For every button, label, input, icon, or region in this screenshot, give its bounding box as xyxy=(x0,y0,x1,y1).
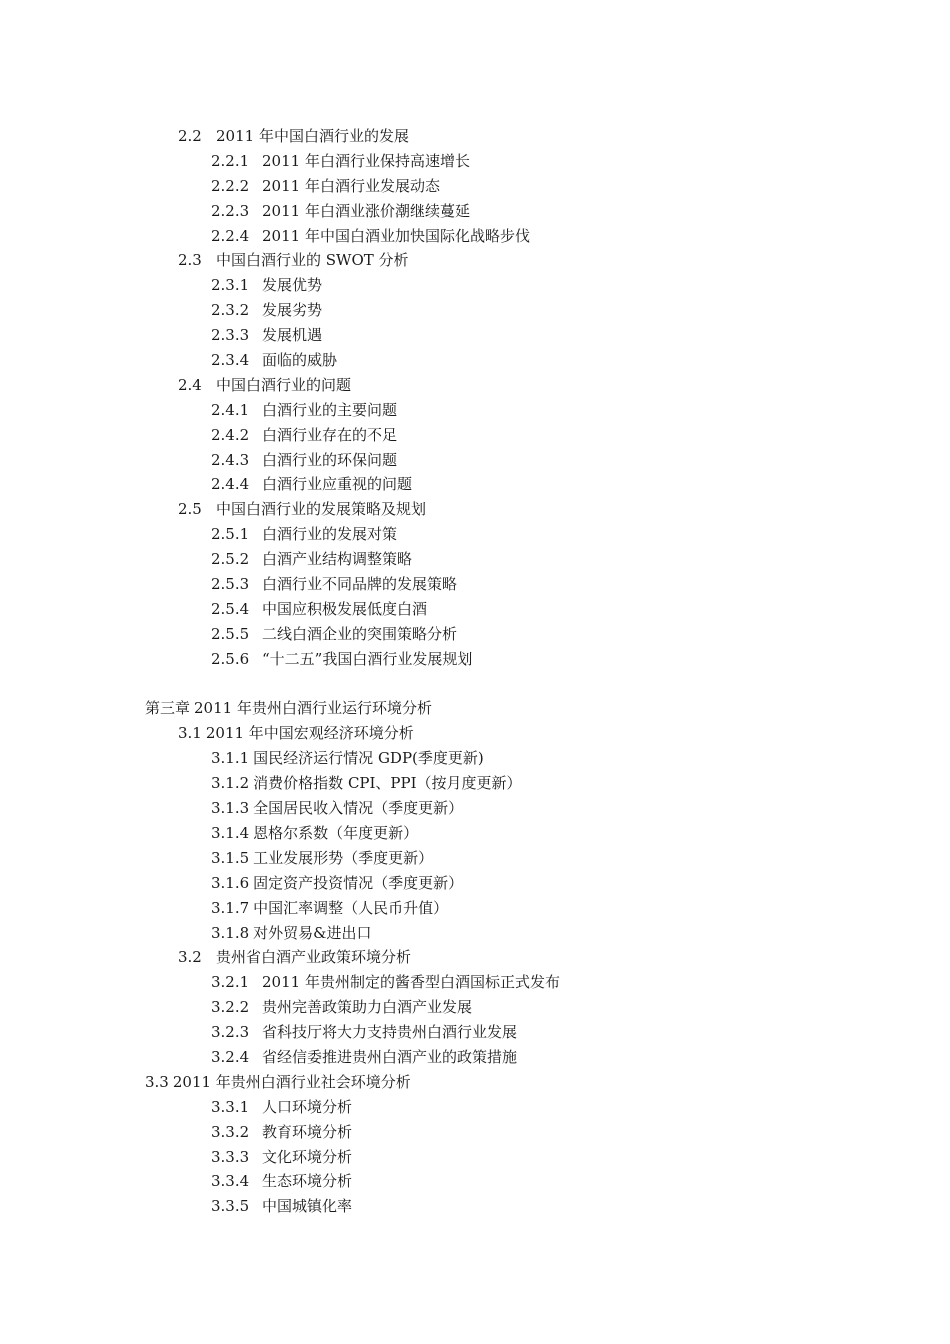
toc-entry-title: 中国城镇化率 xyxy=(262,1197,353,1216)
toc-subsection-entry xyxy=(0,273,950,298)
toc-subsection-entry xyxy=(0,199,950,224)
toc-entry-number: 3.3.3 xyxy=(211,1147,250,1166)
toc-entry-title: 2011 年白酒行业保持高速增长 xyxy=(262,151,470,170)
toc-entry-title: 消费价格指数 CPI、PPI（按月度更新） xyxy=(253,774,522,793)
toc-entry-title: 贵州完善政策助力白酒产业发展 xyxy=(262,998,473,1017)
toc-entry-title: 省经信委推进贵州白酒产业的政策措施 xyxy=(262,1047,518,1066)
toc-section-entry xyxy=(0,248,950,273)
toc-entry-number: 3.2.3 xyxy=(211,1023,250,1042)
toc-entry-number: 2.3.2 xyxy=(211,301,250,320)
toc-subsection-entry xyxy=(0,995,950,1020)
toc-subsection-entry xyxy=(0,224,950,249)
table-of-contents xyxy=(0,124,950,1219)
toc-section-entry xyxy=(0,497,950,522)
toc-subsection-entry xyxy=(0,771,950,796)
toc-entry-number: 3.1.5 xyxy=(211,848,250,867)
toc-entry-number: 2.4 xyxy=(178,375,202,394)
toc-entry-title: 2011 年中国白酒业加快国际化战略步伐 xyxy=(262,226,530,245)
toc-entry-number: 2.5 xyxy=(178,500,202,519)
toc-entry-number: 3.3.4 xyxy=(211,1172,250,1191)
toc-subsection-entry xyxy=(0,423,950,448)
toc-subsection-entry xyxy=(0,572,950,597)
toc-subsection-entry xyxy=(0,1045,950,1070)
toc-entry-number: 2.4.3 xyxy=(211,450,250,469)
toc-entry-number: 3.1.8 xyxy=(211,923,250,942)
toc-entry-number: 3.1.1 xyxy=(211,749,250,768)
toc-entry-title: 中国应积极发展低度白酒 xyxy=(262,599,428,618)
toc-entry-number: 3.1.4 xyxy=(211,823,250,842)
toc-entry-number: 2.5.3 xyxy=(211,575,250,594)
toc-entry-title: 发展机遇 xyxy=(262,326,323,345)
toc-entry-title: “十二五”我国白酒行业发展规划 xyxy=(262,649,473,668)
toc-subsection-entry xyxy=(0,597,950,622)
toc-subsection-entry xyxy=(0,323,950,348)
toc-entry-title: 教育环境分析 xyxy=(262,1122,353,1141)
toc-entry-number: 2.4.1 xyxy=(211,400,250,419)
toc-entry-title: 2011 年贵州制定的酱香型白酒国标正式发布 xyxy=(262,973,560,992)
toc-entry-title: 对外贸易&进出口 xyxy=(253,923,372,942)
toc-subsection-entry xyxy=(0,921,950,946)
toc-subsection-entry xyxy=(0,622,950,647)
toc-subsection-entry xyxy=(0,1020,950,1045)
toc-entry-title: 白酒行业应重视的问题 xyxy=(262,475,413,494)
toc-subsection-entry xyxy=(0,174,950,199)
toc-entry-title: 2011 年中国白酒行业的发展 xyxy=(216,127,409,145)
toc-entry-number: 3.2.4 xyxy=(211,1047,250,1066)
toc-entry-number: 2.5.5 xyxy=(211,624,250,643)
toc-entry-title: 中国白酒行业的问题 xyxy=(216,375,352,394)
toc-subsection-entry xyxy=(0,398,950,423)
toc-entry-number: 2.2 xyxy=(178,127,202,145)
toc-entry-number: 2.5.6 xyxy=(211,649,250,668)
toc-subsection-entry xyxy=(0,871,950,896)
toc-entry-title: 贵州省白酒产业政策环境分析 xyxy=(216,948,412,967)
toc-subsection-entry xyxy=(0,298,950,323)
toc-entry-number: 2.3.1 xyxy=(211,276,250,295)
toc-entry-title: 发展优势 xyxy=(262,276,323,295)
toc-subsection-entry xyxy=(0,448,950,473)
toc-entry-title: 全国居民收入情况（季度更新） xyxy=(253,799,464,818)
toc-subsection-entry xyxy=(0,970,950,995)
toc-entry-title: 中国白酒行业的 SWOT 分析 xyxy=(216,251,409,270)
toc-entry-title: 2011 年中国宏观经济环境分析 xyxy=(205,724,414,743)
toc-section-entry xyxy=(0,124,950,149)
toc-entry-number: 3.2 xyxy=(178,948,202,967)
toc-entry-number: 3.3.5 xyxy=(211,1197,250,1216)
toc-entry-number: 2.2.4 xyxy=(211,226,250,245)
toc-entry-title: 二线白酒企业的突围策略分析 xyxy=(262,624,458,643)
toc-entry-title: 白酒行业的发展对策 xyxy=(262,525,398,544)
toc-entry-title: 工业发展形势（季度更新） xyxy=(253,848,434,867)
toc-subsection-entry xyxy=(0,1194,950,1219)
toc-entry-number: 3.3 xyxy=(145,1072,169,1091)
toc-entry-title: 2011 年白酒行业发展动态 xyxy=(262,176,440,195)
toc-entry-number: 3.2.2 xyxy=(211,998,250,1017)
toc-entry-title: 生态环境分析 xyxy=(262,1172,353,1191)
toc-chapter-entry xyxy=(0,1070,950,1095)
toc-entry-title: 白酒行业的主要问题 xyxy=(262,400,398,419)
toc-subsection-entry xyxy=(0,522,950,547)
toc-subsection-entry xyxy=(0,1120,950,1145)
toc-entry-number: 2.3.4 xyxy=(211,351,250,370)
toc-entry-number: 3.1.3 xyxy=(211,799,250,818)
toc-subsection-entry xyxy=(0,846,950,871)
toc-subsection-entry xyxy=(0,1095,950,1120)
toc-entry-title: 发展劣势 xyxy=(262,301,323,320)
toc-entry-number: 2.5.1 xyxy=(211,525,250,544)
toc-entry-title: 文化环境分析 xyxy=(262,1147,353,1166)
toc-subsection-entry xyxy=(0,547,950,572)
toc-entry-title: 中国汇率调整（人民币升值） xyxy=(253,898,449,917)
toc-entry-title: 省科技厅将大力支持贵州白酒行业发展 xyxy=(262,1023,518,1042)
toc-entry-title: 中国白酒行业的发展策略及规划 xyxy=(216,500,427,519)
toc-entry-title: 2011 年白酒业涨价潮继续蔓延 xyxy=(262,201,470,220)
toc-entry-number: 2.2.1 xyxy=(211,151,250,170)
toc-entry-number: 2.4.4 xyxy=(211,475,250,494)
toc-section-entry xyxy=(0,721,950,746)
toc-entry-number: 3.1.2 xyxy=(211,774,250,793)
toc-entry-number: 2.2.3 xyxy=(211,201,250,220)
toc-entry-number: 3.2.1 xyxy=(211,973,250,992)
toc-subsection-entry xyxy=(0,472,950,497)
toc-entry-title: 恩格尔系数（年度更新） xyxy=(253,823,419,842)
toc-section-entry xyxy=(0,945,950,970)
toc-chapter-entry xyxy=(0,696,950,721)
toc-subsection-entry xyxy=(0,1169,950,1194)
toc-entry-number: 2.5.4 xyxy=(211,599,250,618)
toc-entry-title: 白酒行业的环保问题 xyxy=(262,450,398,469)
toc-entry-number: 2.5.2 xyxy=(211,550,250,569)
toc-subsection-entry xyxy=(0,348,950,373)
toc-entry-number: 3.1.6 xyxy=(211,873,250,892)
toc-entry-number: 2.2.2 xyxy=(211,176,250,195)
toc-subsection-entry xyxy=(0,746,950,771)
toc-entry-title: 2011 年贵州白酒行业社会环境分析 xyxy=(172,1072,411,1091)
toc-entry-number: 3.1 xyxy=(178,724,202,743)
toc-entry-title: 白酒产业结构调整策略 xyxy=(262,550,413,569)
toc-entry-title: 面临的威胁 xyxy=(262,351,338,370)
toc-entry-title: 2011 年贵州白酒行业运行环境分析 xyxy=(194,699,432,718)
toc-subsection-entry xyxy=(0,896,950,921)
toc-entry-title: 人口环境分析 xyxy=(262,1097,353,1116)
toc-entry-number: 3.3.2 xyxy=(211,1122,250,1141)
blank-line xyxy=(0,672,950,697)
toc-entry-title: 国民经济运行情况 GDP(季度更新) xyxy=(253,749,484,768)
toc-entry-number: 3.3.1 xyxy=(211,1097,250,1116)
toc-subsection-entry xyxy=(0,821,950,846)
toc-entry-number: 3.1.7 xyxy=(211,898,250,917)
toc-entry-number: 2.4.2 xyxy=(211,425,250,444)
toc-subsection-entry xyxy=(0,149,950,174)
toc-subsection-entry xyxy=(0,796,950,821)
toc-subsection-entry xyxy=(0,647,950,672)
toc-entry-title: 白酒行业不同品牌的发展策略 xyxy=(262,575,458,594)
toc-entry-title: 固定资产投资情况（季度更新） xyxy=(253,873,464,892)
toc-entry-title: 白酒行业存在的不足 xyxy=(262,425,398,444)
toc-section-entry xyxy=(0,373,950,398)
toc-entry-number: 第三章 xyxy=(145,699,191,718)
toc-subsection-entry xyxy=(0,1145,950,1170)
toc-entry-number: 2.3.3 xyxy=(211,326,250,345)
toc-entry-number: 2.3 xyxy=(178,251,202,270)
